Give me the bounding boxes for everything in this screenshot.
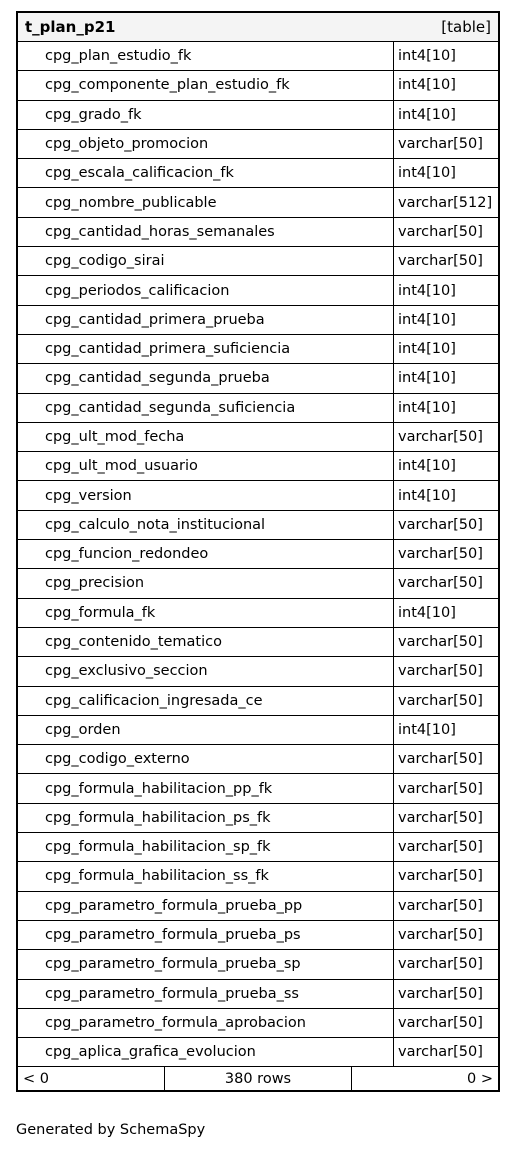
column-type: int4[10] xyxy=(398,106,456,123)
column-row[interactable] xyxy=(18,774,498,803)
column-name: cpg_contenido_tematico xyxy=(18,628,394,656)
column-row[interactable] xyxy=(18,511,498,540)
table-header xyxy=(18,13,498,42)
column-name: cpg_plan_estudio_fk xyxy=(18,42,394,70)
column-type: int4[10] xyxy=(398,165,456,182)
column-name: cpg_parametro_formula_aprobacion xyxy=(18,1009,394,1037)
column-row[interactable] xyxy=(18,950,498,979)
column-name: cpg_precision xyxy=(18,569,394,597)
column-row[interactable] xyxy=(18,335,498,364)
column-type: varchar[50] xyxy=(398,780,483,797)
column-name: cpg_escala_calificacion_fk xyxy=(18,159,394,187)
column-type: varchar[50] xyxy=(398,223,483,240)
column-type: int4[10] xyxy=(398,399,456,416)
column-type: int4[10] xyxy=(398,341,456,358)
column-row[interactable] xyxy=(18,71,498,100)
row-count: 380 rows xyxy=(165,1067,352,1090)
column-type: varchar[50] xyxy=(398,985,483,1002)
column-type: int4[10] xyxy=(398,487,456,504)
column-row[interactable] xyxy=(18,481,498,510)
column-name: cpg_cantidad_horas_semanales xyxy=(18,218,394,246)
child-count: 0 > xyxy=(467,1070,493,1087)
column-row[interactable] xyxy=(18,306,498,335)
column-row[interactable] xyxy=(18,247,498,276)
column-type: varchar[50] xyxy=(398,253,483,270)
column-type: varchar[50] xyxy=(398,663,483,680)
table-name[interactable]: t_plan_p21 xyxy=(25,18,116,36)
column-type: varchar[50] xyxy=(398,546,483,563)
column-name: cpg_periodos_calificacion xyxy=(18,276,394,304)
column-name: cpg_funcion_redondeo xyxy=(18,540,394,568)
column-type: int4[10] xyxy=(398,370,456,387)
column-row[interactable] xyxy=(18,745,498,774)
column-type: int4[10] xyxy=(398,77,456,94)
column-name: cpg_ult_mod_usuario xyxy=(18,452,394,480)
column-name: cpg_formula_habilitacion_pp_fk xyxy=(18,774,394,802)
column-row[interactable] xyxy=(18,364,498,393)
column-type: int4[10] xyxy=(398,458,456,475)
column-type: varchar[512] xyxy=(398,194,493,211)
column-name: cpg_cantidad_segunda_prueba xyxy=(18,364,394,392)
column-row[interactable] xyxy=(18,423,498,452)
column-type: varchar[50] xyxy=(398,897,483,914)
column-name: cpg_cantidad_segunda_suficiencia xyxy=(18,394,394,422)
column-type: varchar[50] xyxy=(398,927,483,944)
column-name: cpg_grado_fk xyxy=(18,101,394,129)
column-type: int4[10] xyxy=(398,311,456,328)
column-type: int4[10] xyxy=(398,721,456,738)
column-name: cpg_cantidad_primera_prueba xyxy=(18,306,394,334)
parent-count: < 0 xyxy=(18,1067,165,1090)
column-row[interactable] xyxy=(18,569,498,598)
column-name: cpg_formula_fk xyxy=(18,599,394,627)
column-row[interactable] xyxy=(18,657,498,686)
column-row[interactable] xyxy=(18,921,498,950)
column-type: varchar[50] xyxy=(398,956,483,973)
column-type: varchar[50] xyxy=(398,809,483,826)
column-row[interactable] xyxy=(18,276,498,305)
column-type: varchar[50] xyxy=(398,1044,483,1061)
column-name: cpg_aplica_grafica_evolucion xyxy=(18,1038,394,1066)
column-name: cpg_exclusivo_seccion xyxy=(18,657,394,685)
column-type: varchar[50] xyxy=(398,429,483,445)
column-name: cpg_parametro_formula_prueba_sp xyxy=(18,950,394,978)
column-name: cpg_formula_habilitacion_sp_fk xyxy=(18,833,394,861)
column-type: varchar[50] xyxy=(398,839,483,856)
column-name: cpg_parametro_formula_prueba_ps xyxy=(18,921,394,949)
table-footer xyxy=(18,1067,498,1090)
column-row[interactable] xyxy=(18,42,498,71)
column-type: varchar[50] xyxy=(398,575,483,592)
column-type: varchar[50] xyxy=(398,516,483,533)
column-row[interactable] xyxy=(18,1038,498,1067)
column-name: cpg_objeto_promocion xyxy=(18,130,394,158)
column-name: cpg_componente_plan_estudio_fk xyxy=(18,71,394,99)
column-name: cpg_formula_habilitacion_ss_fk xyxy=(18,862,394,890)
column-row[interactable] xyxy=(18,101,498,130)
column-row[interactable] xyxy=(18,980,498,1009)
column-type: varchar[50] xyxy=(398,136,483,153)
column-row[interactable] xyxy=(18,452,498,481)
column-name: cpg_calculo_nota_institucional xyxy=(18,511,394,539)
column-row[interactable] xyxy=(18,1009,498,1038)
column-type: varchar[50] xyxy=(398,692,483,709)
generated-by-label: Generated by SchemaSpy xyxy=(16,1122,206,1138)
column-name: cpg_parametro_formula_prueba_ss xyxy=(18,980,394,1008)
column-type: varchar[50] xyxy=(398,751,483,768)
column-name: cpg_codigo_sirai xyxy=(18,247,394,275)
column-row[interactable] xyxy=(18,628,498,657)
column-name: cpg_version xyxy=(18,481,394,509)
column-name: cpg_parametro_formula_prueba_pp xyxy=(18,892,394,920)
column-type: int4[10] xyxy=(398,604,456,621)
column-name: cpg_nombre_publicable xyxy=(18,188,394,216)
column-name: cpg_calificacion_ingresada_ce xyxy=(18,687,394,715)
column-type: int4[10] xyxy=(398,282,456,299)
column-name: cpg_ult_mod_fecha xyxy=(18,423,394,451)
column-type: varchar[50] xyxy=(398,868,483,885)
column-type: varchar[50] xyxy=(398,1014,483,1031)
column-type: varchar[50] xyxy=(398,634,483,651)
column-row[interactable] xyxy=(18,862,498,891)
column-type: int4[10] xyxy=(398,48,456,65)
column-name: cpg_formula_habilitacion_ps_fk xyxy=(18,804,394,832)
column-row[interactable] xyxy=(18,540,498,569)
table-type-label: [table] xyxy=(441,18,491,36)
column-list xyxy=(18,42,498,1067)
table-entity xyxy=(16,11,500,1092)
column-row[interactable] xyxy=(18,716,498,745)
column-row[interactable] xyxy=(18,833,498,862)
column-row[interactable] xyxy=(18,394,498,423)
column-name: cpg_cantidad_primera_suficiencia xyxy=(18,335,394,363)
column-row[interactable] xyxy=(18,188,498,217)
column-row[interactable] xyxy=(18,687,498,716)
column-row[interactable] xyxy=(18,218,498,247)
column-name: cpg_codigo_externo xyxy=(18,745,394,773)
column-name: cpg_orden xyxy=(18,716,394,744)
column-row[interactable] xyxy=(18,599,498,628)
column-row[interactable] xyxy=(18,892,498,921)
column-row[interactable] xyxy=(18,804,498,833)
column-row[interactable] xyxy=(18,130,498,159)
column-row[interactable] xyxy=(18,159,498,188)
